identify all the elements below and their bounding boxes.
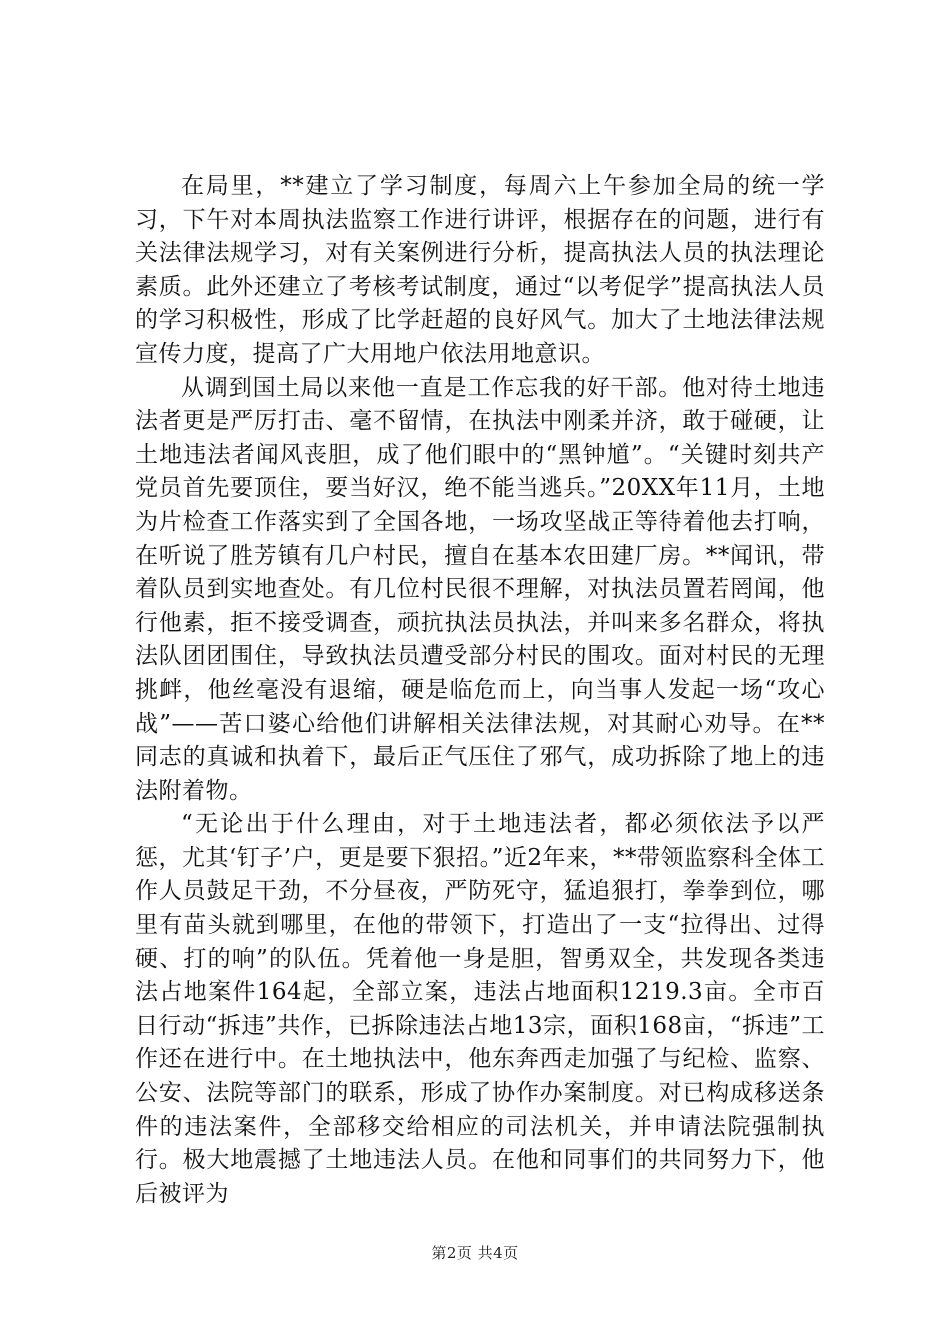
paragraph: 从调到国土局以来他一直是工作忘我的好干部。他对待土地违法者更是严厉打击、毫不留情，在执法中刚柔并济，敢于碰硬，让土地违法者闻风丧胆，成了他们眼中的“黑钟馗”。“关键时刻共产党员首先要顶住，要当好汉，绝不能当逃兵。”20XX年11月，土地为片检查工作落实到了全国各地，一场攻坚战正等待着他去打响，在听说了胜芳镇有几户村民，擅自在基本农田建厂房。**闻讯，带着队员到实地查处。有几位村民很不理解，对执法员置若罔闻，他行他素，拒不接受调查，顽抗执法员执法，并叫来多名群众，将执法队团团围住，导致执法员遭受部分村民的围攻。面对村民的无理挑衅，他丝毫没有退缩，硬是临危而上，向当事人发起一场“攻心战”——苦口婆心给他们讲解相关法律法规，对其耐心劝导。在**同志的真诚和执着下，最后正气压住了邪气，成功拆除了地上的违法附着物。 [135, 374, 825, 804]
paragraph: “无论出于什么理由，对于土地违法者，都必须依法予以严惩，尤其‘钉子’户，更是要下狠招。”近2年来，**带领监察科全体工作人员鼓足干劲，不分昼夜，严防死守，猛追狠打，拳拳到位，哪里有苗头就到哪里，在他的带领下，打造出了一支“拉得出、过得硬、打的响”的队伍。凭着他一身是胆，智勇双全，共发现各类违法占地案件164起，全部立案，违法占地面积1219.3亩。全市百日行动“拆违”共作，已拆除违法占地13宗，面积168亩，“拆违”工作还在进行中。在土地执法中，他东奔西走加强了与纪检、监察、公安、法院等部门的联系，形成了协作办案制度。对已构成移送条件的违法案件，全部移交给相应的司法机关，并申请法院强制执行。极大地震撼了土地违法人员。在他和同事们的共同努力下，他后被评为 [135, 811, 826, 1207]
document-body [135, 170, 825, 1211]
page-number-footer: 第2页 共4页 [431, 1244, 519, 1262]
paragraph: 在局里，**建立了学习制度，每周六上午参加全局的统一学习，下午对本周执法监察工作进行讲评，根据存在的问题，进行有关法律法规学习，对有关案例进行分析，提高执法人员的执法理论素质。此外还建立了考核考试制度，通过“以考促学”提高执法人员的学习积极性，形成了比学赶超的良好风气。加大了土地法律法规宣传力度，提高了广大用地户依法用地意识。 [135, 173, 825, 367]
